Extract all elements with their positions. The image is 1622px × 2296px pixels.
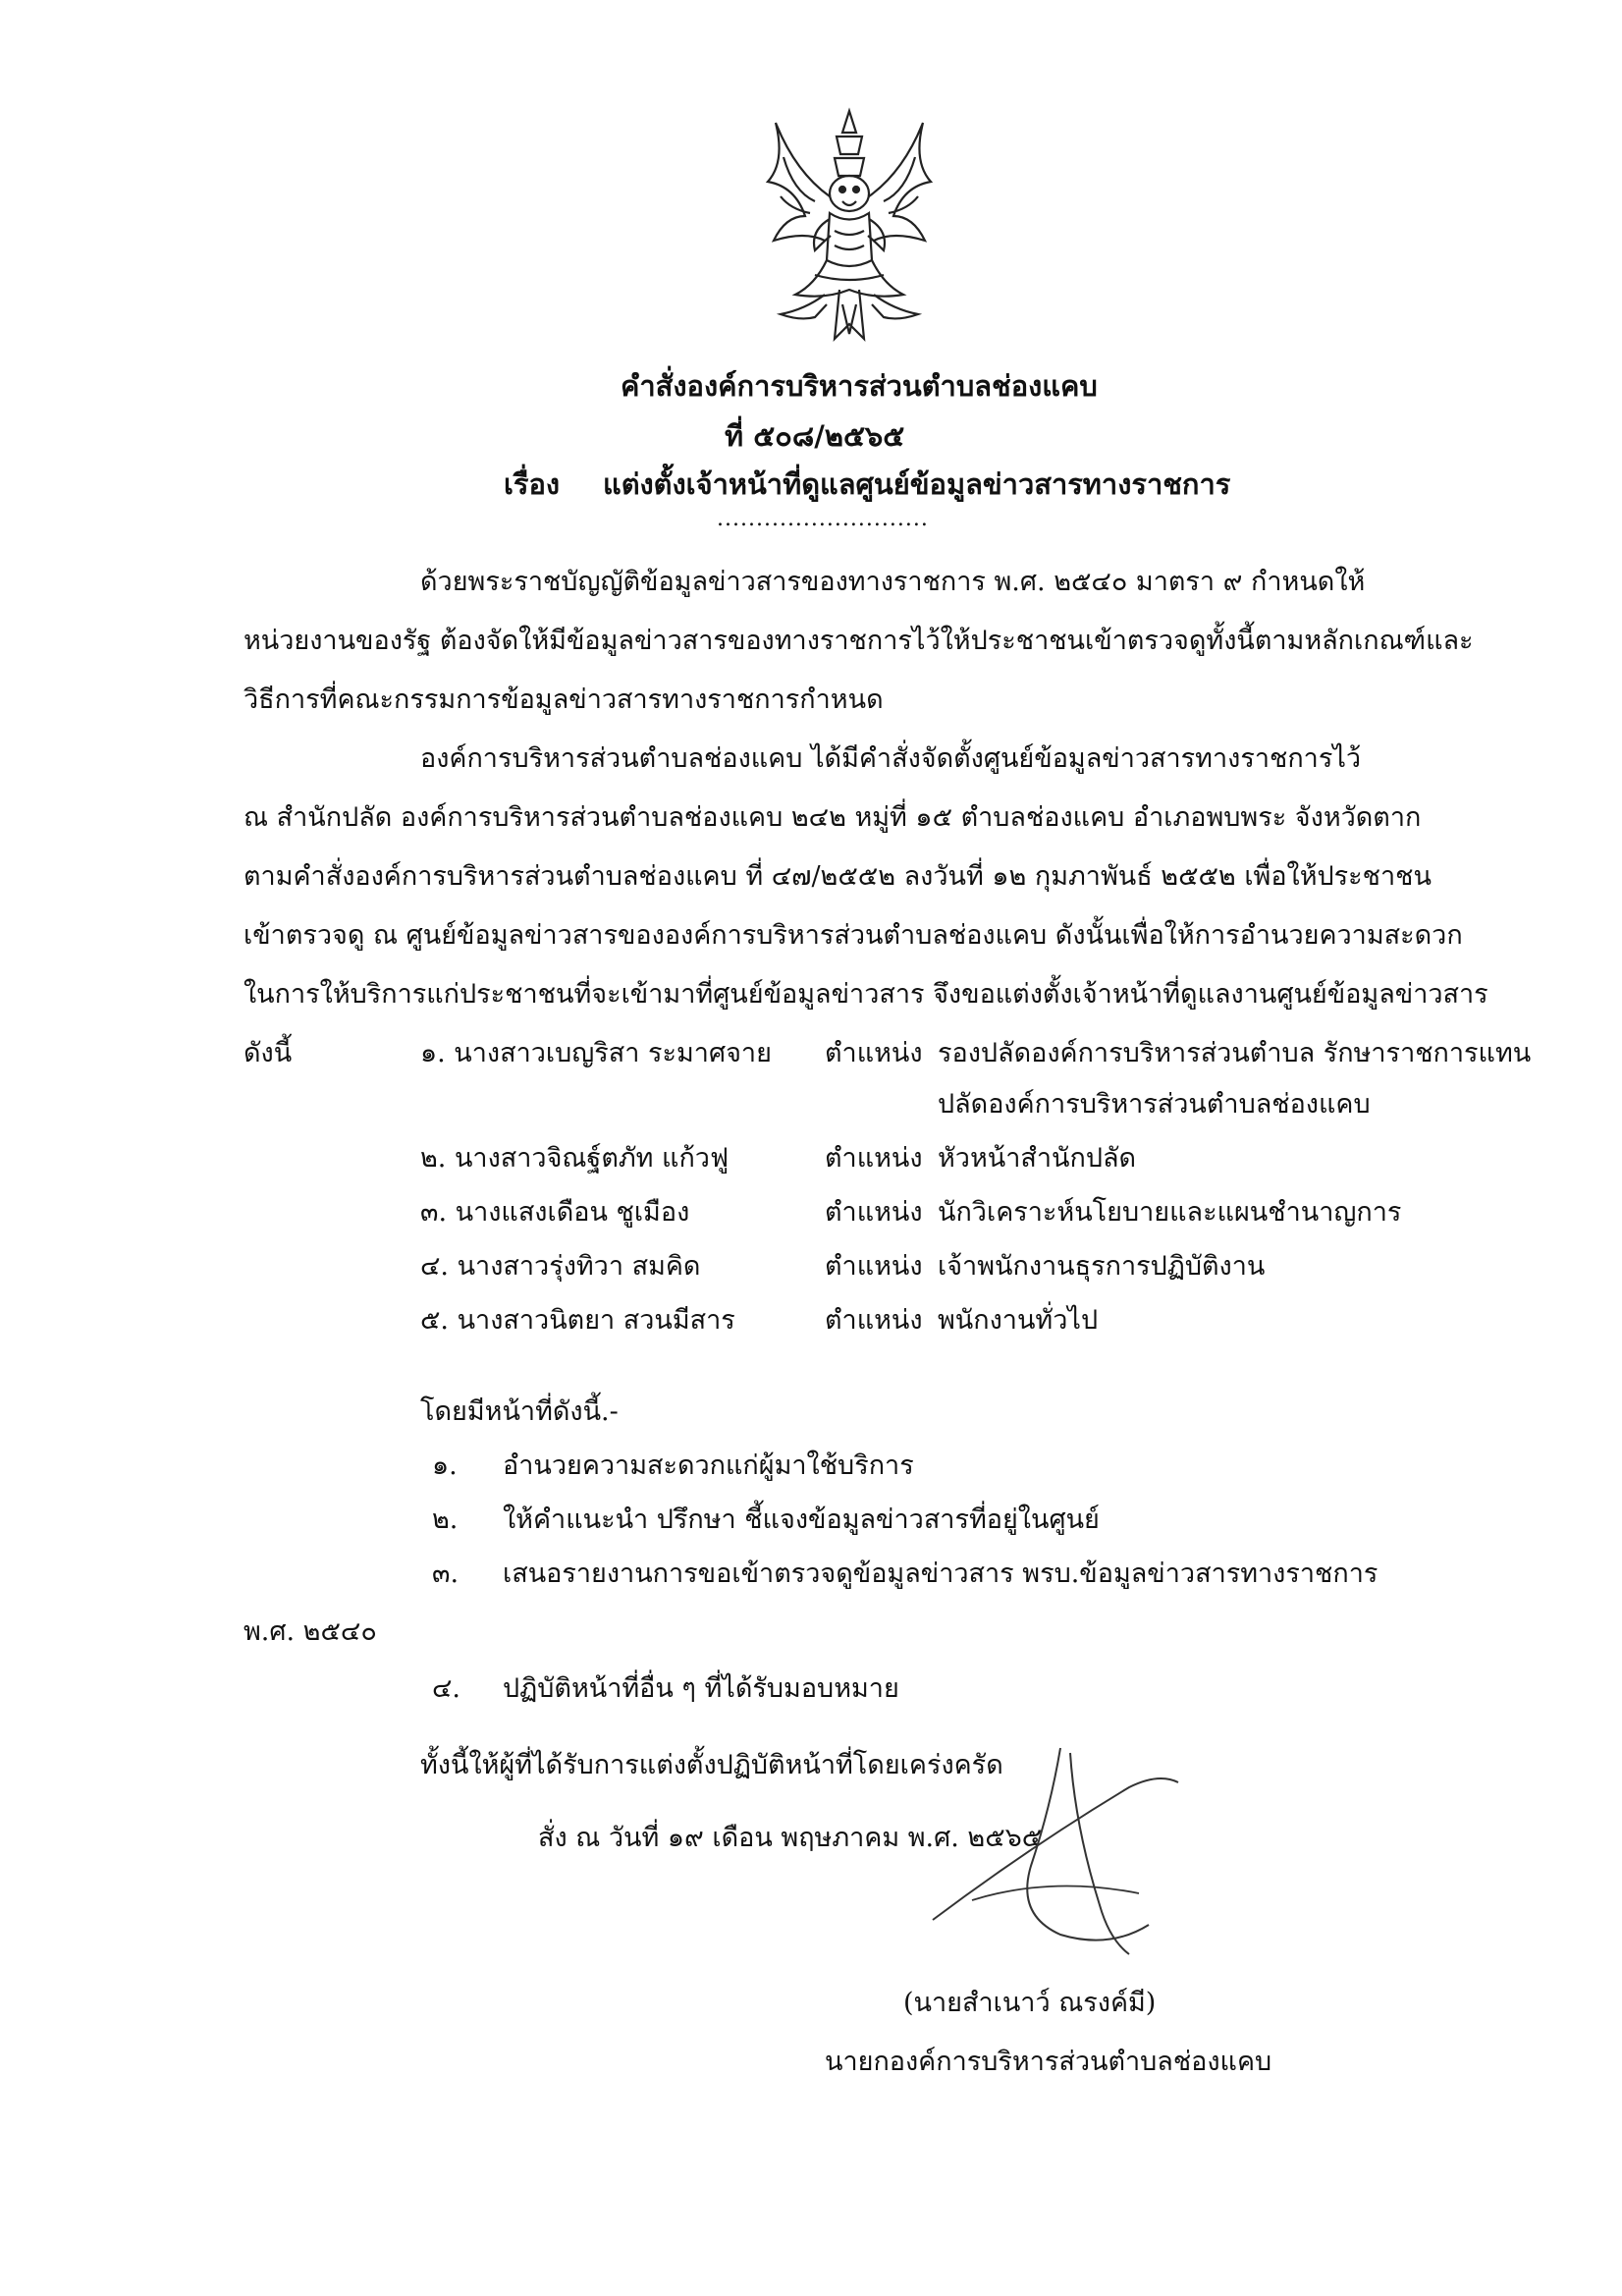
order-number: ที่ ๕๐๘/๒๕๖๕ <box>725 419 905 453</box>
appointee-4-name: ๔. นางสาวรุ่งทิวา สมคิด <box>420 1251 701 1282</box>
duty-3-num: ๓. <box>432 1558 460 1589</box>
appointee-2-position-label: ตำแหน่ง <box>825 1143 923 1174</box>
appointee-1-position: รองปลัดองค์การบริหารส่วนตำบล รักษาราชการแทน <box>938 1038 1532 1068</box>
duty-4-num: ๔. <box>432 1673 461 1704</box>
duty-2-num: ๒. <box>432 1504 459 1535</box>
appointee-3-position: นักวิเคราะห์นโยบายและแผนชำนาญการ <box>938 1197 1402 1228</box>
appointee-5-position-label: ตำแหน่ง <box>825 1305 923 1336</box>
para2-line3: ตามคำสั่งองค์การบริหารส่วนตำบลช่องแคบ ที่ ๔๗/๒๕๕๒ ลงวันที่ ๑๒ กุมภาพันธ์ ๒๕๕๒ เพื่อให้ประชาชน <box>243 861 1432 892</box>
para1-line1: ด้วยพระราชบัญญัติข้อมูลข่าวสารของทางราชการ พ.ศ. ๒๕๔๐ มาตรา ๙ กำหนดให้ <box>420 567 1366 597</box>
appointee-2-position: หัวหน้าสำนักปลัด <box>938 1143 1137 1174</box>
duty-3-text: เสนอรายงานการขอเข้าตรวจดูข้อมูลข่าวสาร พรบ.ข้อมูลข่าวสารทางราชการ <box>503 1558 1379 1589</box>
signatory-name: (นายสำเนาว์ ณรงค์มี) <box>903 1988 1157 2018</box>
subject-text: แต่งตั้งเจ้าหน้าที่ดูแลศูนย์ข้อมูลข่าวสารทางราชการ <box>603 467 1231 501</box>
para2-line4: เข้าตรวจดู ณ ศูนย์ข้อมูลข่าวสารขององค์การบริหารส่วนตำบลช่องแคบ ดังนั้นเพื่อให้การอำนวยความสะดวก <box>243 920 1463 951</box>
appointee-4-position: เจ้าพนักงานธุรการปฏิบัติงาน <box>938 1251 1266 1282</box>
garuda-emblem-icon <box>756 103 943 349</box>
appointee-4-position-label: ตำแหน่ง <box>825 1251 923 1282</box>
duty-2-text: ให้คำแนะนำ ปรึกษา ชี้แจงข้อมูลข่าวสารที่อยู่ในศูนย์ <box>503 1504 1100 1535</box>
handwritten-signature <box>913 1728 1227 1974</box>
appointee-5-name: ๕. นางสาวนิตยา สวนมีสาร <box>420 1305 735 1336</box>
duty-1-text: อำนวยความสะดวกแก่ผู้มาใช้บริการ <box>503 1450 914 1481</box>
duty-3-continuation: พ.ศ. ๒๕๔๐ <box>243 1616 377 1647</box>
issue-date: สั่ง ณ วันที่ ๑๙ เดือน พฤษภาคม พ.ศ. ๒๕๖๕ <box>538 1823 1043 1853</box>
header-divider: ........................... <box>717 507 929 531</box>
para2-line5: ในการให้บริการแก่ประชาชนที่จะเข้ามาที่ศูนย์ข้อมูลข่าวสาร จึงขอแต่งตั้งเจ้าหน้าที่ดูแลงานศูนย์ข้อมูลข่าวสาร <box>243 979 1488 1010</box>
para2-line6: ดังนี้ <box>243 1038 293 1068</box>
appointee-3-position-label: ตำแหน่ง <box>825 1197 923 1228</box>
appointee-1-position-label: ตำแหน่ง <box>825 1038 923 1068</box>
appointee-1-name: ๑. นางสาวเบญริสา ระมาศจาย <box>420 1038 772 1068</box>
para2-line2: ณ สำนักปลัด องค์การบริหารส่วนตำบลช่องแคบ ๒๔๒ หมู่ที่ ๑๕ ตำบลช่องแคบ อำเภอพบพระ จังหวัดตาก <box>243 802 1422 833</box>
appointee-5-position: พนักงานทั่วไป <box>938 1305 1099 1336</box>
closing-statement: ทั้งนี้ให้ผู้ที่ได้รับการแต่งตั้งปฏิบัติหน้าที่โดยเคร่งครัด <box>420 1750 1003 1780</box>
subject-label: เรื่อง <box>504 467 561 501</box>
para2-line1: องค์การบริหารส่วนตำบลช่องแคบ ได้มีคำสั่งจัดตั้งศูนย์ข้อมูลข่าวสารทางราชการไว้ <box>420 743 1362 774</box>
appointee-3-name: ๓. นางแสงเดือน ชูเมือง <box>420 1197 690 1228</box>
signatory-title: นายกองค์การบริหารส่วนตำบลช่องแคบ <box>825 2047 1272 2077</box>
order-title: คำสั่งองค์การบริหารส่วนตำบลช่องแคบ <box>621 369 1098 403</box>
duties-intro: โดยมีหน้าที่ดังนี้.- <box>420 1396 619 1427</box>
appointee-2-name: ๒. นางสาวจิณฐ์ตภัท แก้วฟู <box>420 1143 730 1174</box>
duty-4-text: ปฏิบัติหน้าที่อื่น ๆ ที่ได้รับมอบหมาย <box>503 1673 899 1704</box>
para1-line3: วิธีการที่คณะกรรมการข้อมูลข่าวสารทางราชการกำหนด <box>243 684 884 715</box>
appointee-1-position-cont: ปลัดองค์การบริหารส่วนตำบลช่องแคบ <box>938 1089 1371 1120</box>
para1-line2: หน่วยงานของรัฐ ต้องจัดให้มีข้อมูลข่าวสารของทางราชการไว้ให้ประชาชนเข้าตรวจดูทั้งนี้ตามหลักเกณฑ์และ <box>243 626 1474 656</box>
duty-1-num: ๑. <box>432 1450 458 1481</box>
